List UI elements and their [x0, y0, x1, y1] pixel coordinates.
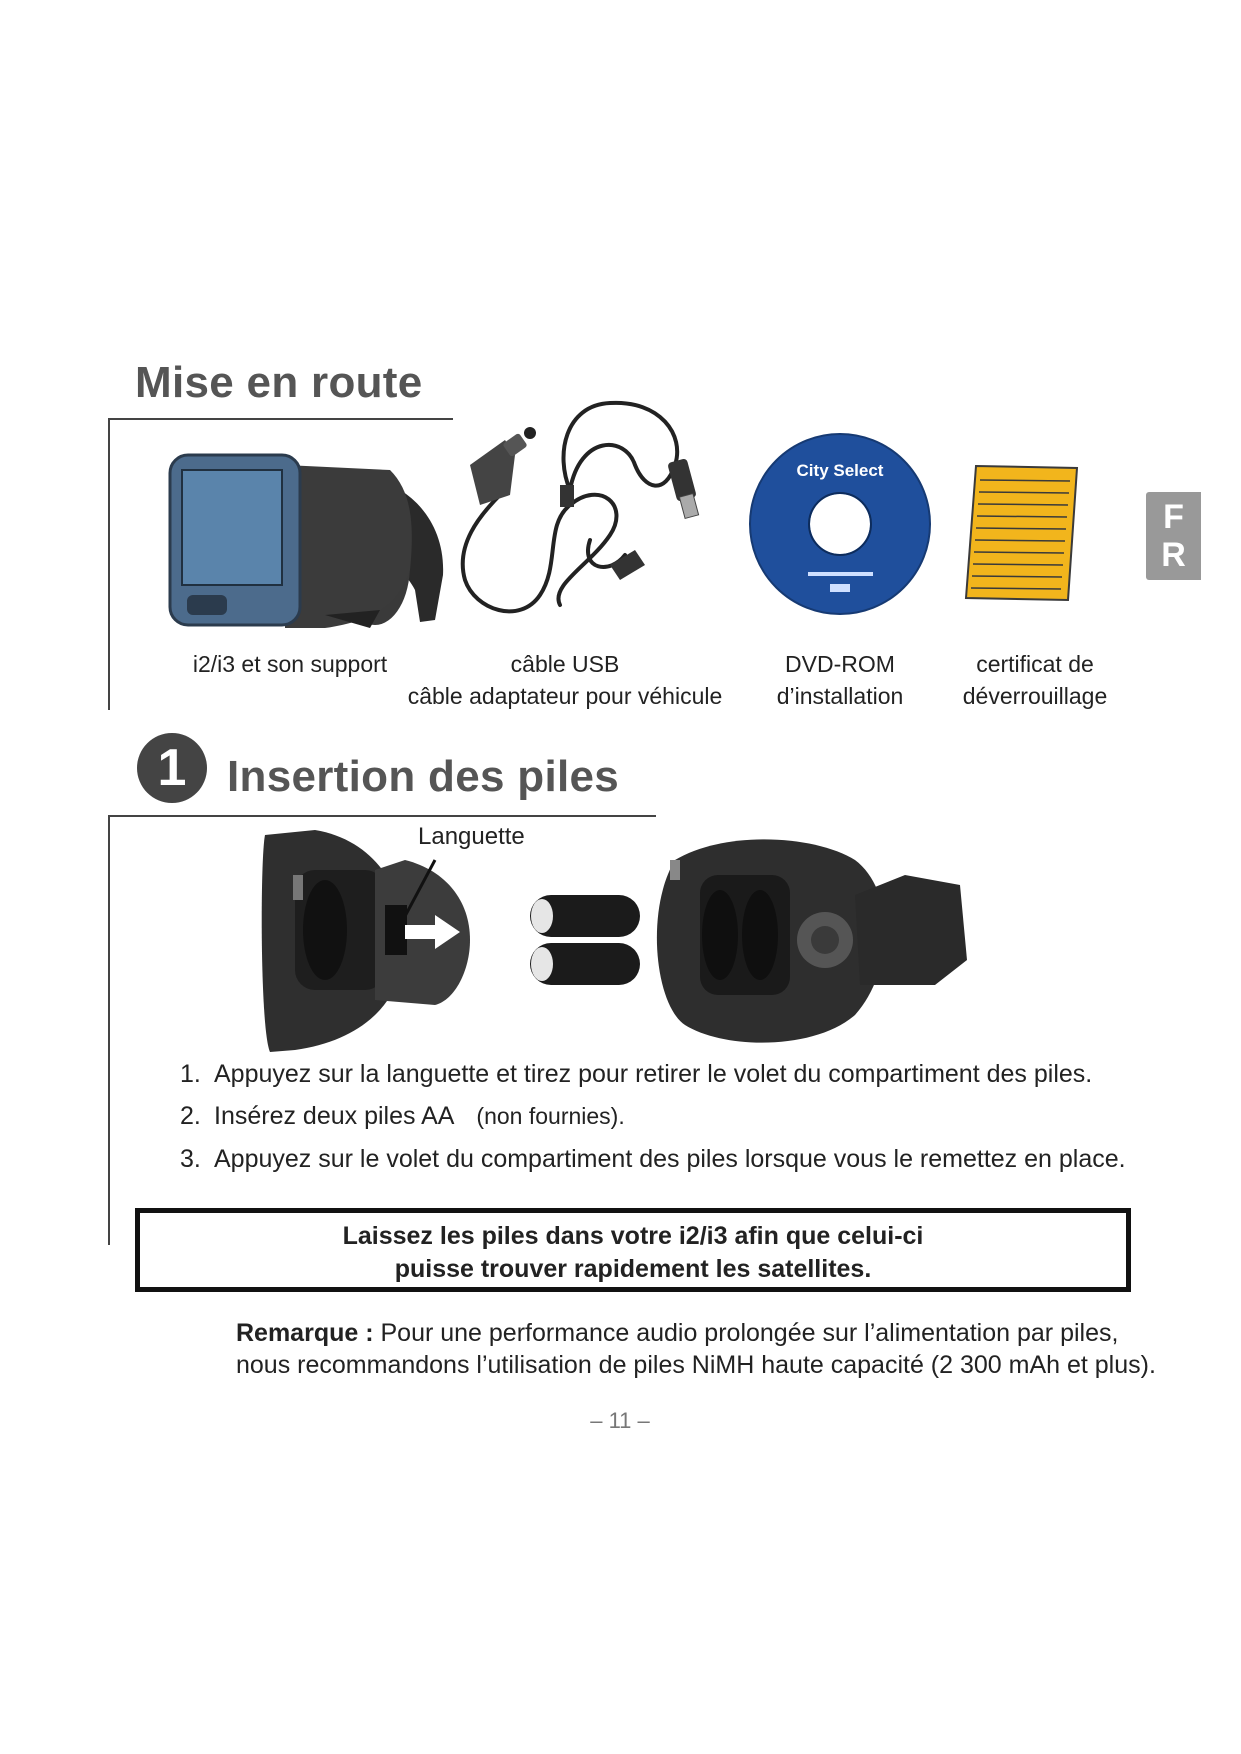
- step-text: Appuyez sur la languette et tirez pour retirer le volet du compartiment des piles.: [214, 1060, 1093, 1088]
- step-number: 1.: [180, 1060, 201, 1088]
- step-number-badge: 1: [137, 733, 207, 803]
- remark-text: nous recommandons l’utilisation de piles NiMH haute capacité (2 300 mAh et plus).: [236, 1351, 1156, 1379]
- battery-insertion-illustration: [255, 830, 975, 1055]
- step-note: (non fournies).: [476, 1103, 625, 1129]
- language-tab-letter: R: [1161, 536, 1186, 574]
- section-title-battery-insertion: Insertion des piles: [227, 752, 620, 801]
- section-rule-vertical: [108, 815, 110, 1245]
- caption-dvd: [740, 648, 940, 712]
- notice-line: Laissez les piles dans votre i2/i3 afin que celui-ci: [342, 1222, 924, 1250]
- unlock-certificate-illustration: [962, 462, 1082, 604]
- section-rule-vertical: [108, 418, 110, 710]
- step-text: Appuyez sur le volet du compartiment des piles lorsque vous le remettez en place.: [214, 1145, 1126, 1173]
- step-number: 2.: [180, 1102, 201, 1130]
- tab-label: Languette: [418, 823, 525, 850]
- caption-line: i2/i3 et son support: [192, 651, 388, 677]
- remark-label: Remarque :: [236, 1319, 374, 1347]
- gps-device-illustration: [165, 450, 450, 630]
- caption-line: déverrouillage: [962, 683, 1108, 709]
- cables-illustration: [460, 395, 710, 635]
- language-tab-letter: F: [1163, 498, 1184, 536]
- caption-line: câble USB: [510, 651, 620, 677]
- section-title-getting-started: Mise en route: [135, 358, 423, 407]
- caption-line: DVD-ROM: [785, 651, 895, 677]
- step-item: [180, 1060, 1092, 1089]
- remark-paragraph: [236, 1317, 1166, 1381]
- caption-certificate: [940, 648, 1130, 712]
- important-notice-box: [135, 1208, 1131, 1292]
- step-text: Insérez deux piles AA: [214, 1102, 455, 1130]
- remark-text: Pour une performance audio prolongée sur l’alimentation par piles,: [373, 1319, 1119, 1347]
- language-tab: [1146, 492, 1201, 580]
- disc-label: City Select: [796, 461, 884, 480]
- notice-line: puisse trouver rapidement les satellites.: [394, 1255, 872, 1283]
- caption-cables: [400, 648, 730, 712]
- caption-device: [160, 648, 420, 680]
- caption-line: d’installation: [776, 683, 904, 709]
- page-number: – 11 –: [590, 1408, 650, 1433]
- section-rule: [108, 815, 656, 817]
- step-item: [180, 1145, 1126, 1174]
- caption-line: câble adaptateur pour véhicule: [407, 683, 723, 709]
- dvd-rom-illustration: [748, 432, 933, 617]
- caption-line: certificat de: [976, 651, 1094, 677]
- step-item: [180, 1102, 625, 1131]
- section-rule: [108, 418, 453, 420]
- step-number: 3.: [180, 1145, 201, 1173]
